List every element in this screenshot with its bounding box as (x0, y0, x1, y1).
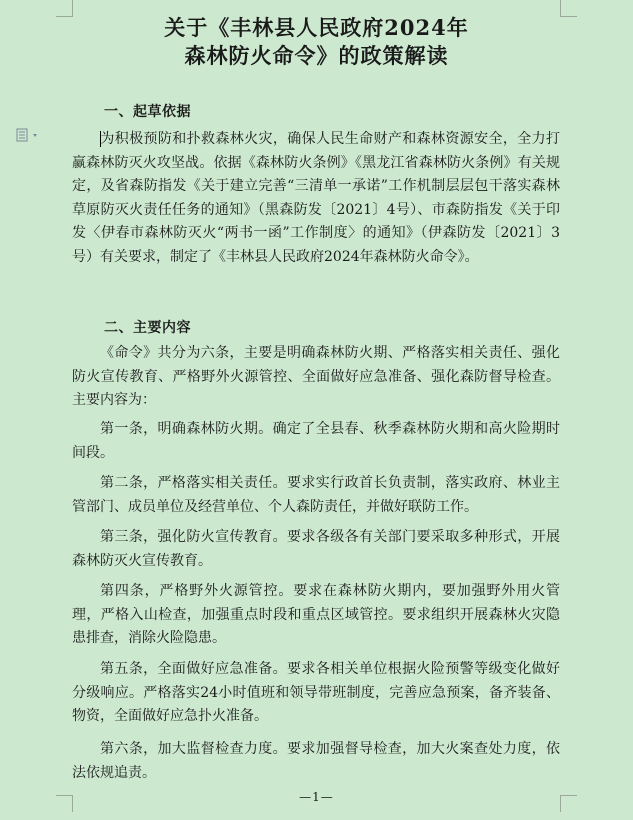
paragraph-article-6[interactable]: 第六条，加大监督检查力度。要求加强督导检查，加大火案查处力度，依法依规追责。 (72, 741, 560, 781)
paragraph-layout-icon[interactable] (16, 127, 44, 141)
paragraph-article-4[interactable]: 第四条，严格野外火源管控。要求在森林防火期内，要加强野外用火管理，严格入山检查，加强重点时段和重点区域管控。要求组织开展森林火灾隐患排查，消除火险隐患。 (72, 583, 560, 647)
paragraph-article-3[interactable]: 第三条，强化防火宣传教育。要求各级各有关部门要采取多种形式，开展森林防灭火宣传教育。 (72, 529, 560, 569)
section-heading-content: 二、主要内容 (104, 320, 191, 336)
document-title-line-1: 关于《丰林县人民政府2024年 (164, 15, 469, 40)
paragraph-basis-text: 为积极预防和扑救森林火灾，确保人民生命财产和森林资源安全，全力打赢森林防灭火攻坚战。依据《森林防火条例》《黑龙江省森林防火条例》有关规定，及省森防指发《关于建立完善“三清单一承诺”工作机制层层包干落实森林草原防灭火责任任务的通知》（黑森防发〔2021〕4号）、市森防指发《关于印发〈伊春市森林防灭火“两书一函”工作制度〉的通知》（伊森防发〔2021〕3号）有关要求，制定了《丰林县人民政府2024年森林防火命令》。 (72, 131, 560, 265)
document-title-line-2: 森林防火命令》的政策解读 (184, 43, 449, 68)
paragraph-content-intro[interactable]: 《命令》共分为六条，主要是明确森林防火期、严格落实相关责任、强化防火宣传教育、严格野外火源管控、全面做好应急准备、强化森防督导检查。主要内容为： (72, 345, 560, 409)
section-heading-basis: 一、起草依据 (104, 104, 191, 120)
paragraph-article-1[interactable]: 第一条，明确森林防火期。确定了全县春、秋季森林防火期和高火险期时间段。 (72, 421, 560, 461)
paragraph-article-2[interactable]: 第二条，严格落实相关责任。要求实行政首长负责制，落实政府、林业主管部门、成员单位及经营单位、个人森防责任，并做好联防工作。 (72, 475, 560, 515)
paragraph-basis[interactable] (72, 128, 560, 270)
page-number: —1— (299, 790, 334, 804)
paragraph-article-5[interactable]: 第五条，全面做好应急准备。要求各相关单位根据火险预警等级变化做好分级响应。严格落实24小时值班和领导带班制度，完善应急预案，备齐装备、物资，全面做好应急扑火准备。 (72, 661, 560, 725)
